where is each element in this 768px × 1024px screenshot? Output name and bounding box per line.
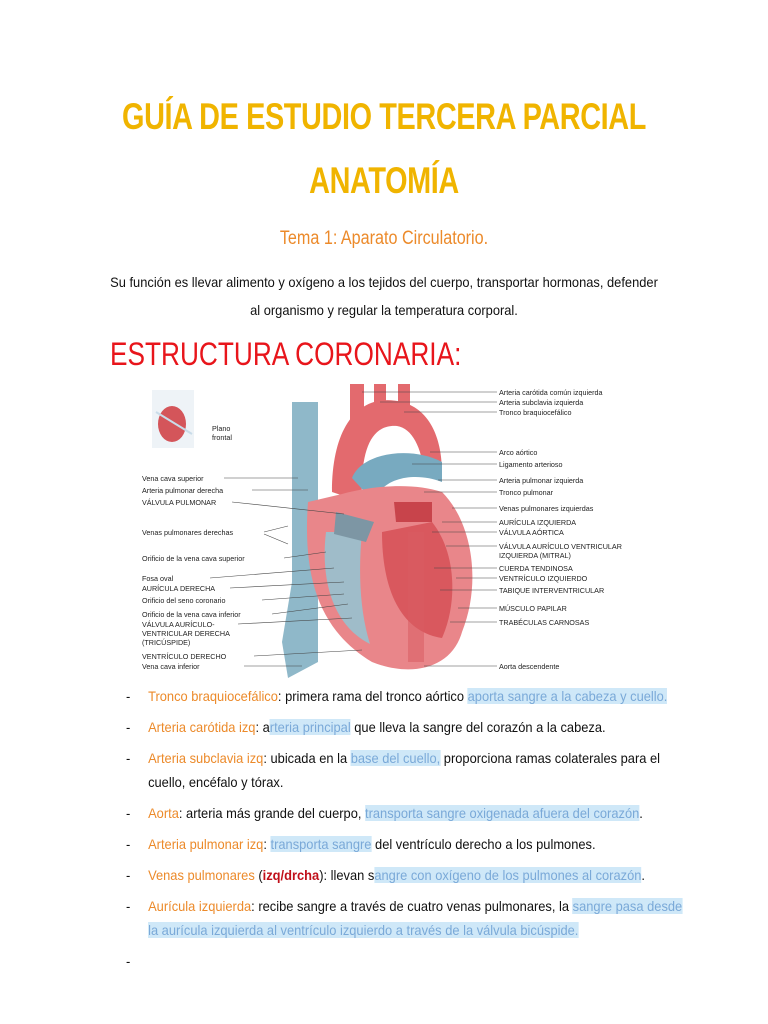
intro-line-1: Su función es llevar alimento y oxígeno a los tejidos del cuerpo, transportar hormonas, defender [110, 274, 658, 290]
label-left-pulmonary-artery: Arteria pulmonar izquierda [499, 476, 584, 485]
label-aortic-valve: VÁLVULA AÓRTICA [499, 528, 564, 537]
intro-line-2: al organismo y regular la temperatura corporal. [250, 302, 518, 318]
label-fossa-ovalis: Fosa oval [142, 574, 174, 583]
inset-label-plano: Plano [212, 424, 231, 433]
topic-heading: Tema 1: Aparato Circulatorio. [279, 228, 489, 249]
list-item: - Arteria carótida izq: arteria principal que lleva la sangre del corazón a la cabeza. [126, 719, 606, 735]
label-pulmonary-valve: VÁLVULA PULMONAR [142, 498, 217, 507]
heart-diagram [112, 382, 624, 678]
inset-label-frontal: frontal [212, 433, 232, 442]
label-tricuspid-3: (TRICÚSPIDE) [142, 638, 191, 647]
list-item: - Tronco braquiocefálico: primera rama del tronco aórtico aporta sangre a la cabeza y cuello. [126, 688, 668, 704]
list-item: - Aurícula izquierda: recibe sangre a través de cuatro venas pulmonares, la sangre pasa desde [126, 898, 683, 914]
label-coronary-sinus: Orificio del seno coronario [142, 596, 226, 605]
label-left-pulmonary-veins: Venas pulmonares izquierdas [499, 504, 594, 513]
label-descending-aorta: Aorta descendente [499, 662, 560, 671]
label-right-pulmonary-veins: Venas pulmonares derechas [142, 528, 234, 537]
document-title-line2: ANATOMÍA [309, 160, 459, 201]
descending-aorta [408, 532, 424, 662]
label-ligament: Ligamento arterioso [499, 460, 563, 469]
label-ivc-orifice: Orificio de la vena cava inferior [142, 610, 241, 619]
label-aortic-arch: Arco aórtico [499, 448, 538, 457]
structure-list: - Tronco braquiocefálico: primera rama del tronco aórtico aporta sangre a la cabeza y cuello. - Arteria carótida izq: arteria principal que lleva la sangre del corazón a la cabeza. - Arteria subclavia izq: ubicada en la base del cuello, proporciona ramas colaterales para el cuello, encéfalo y tórax. - Aorta: arteria más grande del cuerpo, transporta sangre oxigenada afuera del corazón. - Arteria pulmonar izq: transporta sangre del ventrículo derecho a los pulmones. - Venas pulmonares (izq/drcha): llevan sangre con oxígeno de los pulmones al corazón. - Aurícula izquierda: recibe sangre a través de cuatro venas pulmonares, la sangre pasa desde la aurícula izquierda al ventrículo izquierdo a través de la válvula bicúspide. - [126, 684, 666, 949]
document-title-line1: GUÍA DE ESTUDIO TERCERA PARCIAL [122, 96, 646, 137]
list-item-continuation: la aurícula izquierda al ventrículo izquierdo a través de la válvula bicúspide. [148, 922, 579, 938]
label-septum: TABIQUE INTERVENTRICULAR [499, 586, 605, 595]
label-svc-orifice: Orificio de la vena cava superior [142, 554, 245, 563]
label-left-atrium: AURÍCULA IZQUIERDA [499, 518, 577, 527]
label-pulmonary-trunk: Tronco pulmonar [499, 488, 554, 497]
label-trabeculae: TRABÉCULAS CARNOSAS [499, 618, 590, 627]
label-carotid: Arteria carótida común izquierda [499, 388, 603, 397]
label-superior-vena-cava: Vena cava superior [142, 474, 204, 483]
label-right-atrium: AURÍCULA DERECHA [142, 584, 216, 593]
list-item: - Aorta: arteria más grande del cuerpo, transporta sangre oxigenada afuera del corazón. [126, 805, 643, 821]
label-mitral-valve: VÁLVULA AURÍCULO VENTRICULAR [499, 542, 622, 551]
intro-paragraph [108, 268, 660, 324]
label-right-pulmonary-artery: Arteria pulmonar derecha [142, 486, 224, 495]
label-tricuspid-1: VÁLVULA AURÍCULO- [142, 620, 215, 629]
list-item: - Venas pulmonares (izq/drcha): llevan sangre con oxígeno de los pulmones al corazón. [126, 867, 645, 883]
inset-heart [158, 406, 186, 442]
label-subclavian: Arteria subclavia izquierda [499, 398, 584, 407]
list-item-continuation: cuello, encéfalo y tórax. [148, 774, 284, 790]
label-mitral-valve-2: IZQUIERDA (MITRAL) [499, 551, 571, 560]
label-chordae: CUERDA TENDINOSA [499, 564, 573, 573]
section-heading: ESTRUCTURA CORONARIA: [110, 336, 462, 372]
list-item: - Arteria subclavia izq: ubicada en la base del cuello, proporciona ramas colaterales para el [126, 750, 661, 766]
label-inferior-vena-cava: Vena cava inferior [142, 662, 200, 671]
label-brachiocephalic: Tronco braquiocefálico [499, 408, 572, 417]
label-papillary-muscle: MÚSCULO PAPILAR [499, 604, 567, 613]
label-left-ventricle: VENTRÍCULO IZQUIERDO [499, 574, 588, 583]
label-right-ventricle: VENTRÍCULO DERECHO [142, 652, 227, 661]
list-item: - Arteria pulmonar izq: transporta sangre del ventrículo derecho a los pulmones. [126, 836, 596, 852]
label-tricuspid-2: VENTRICULAR DERECHA [142, 629, 230, 638]
